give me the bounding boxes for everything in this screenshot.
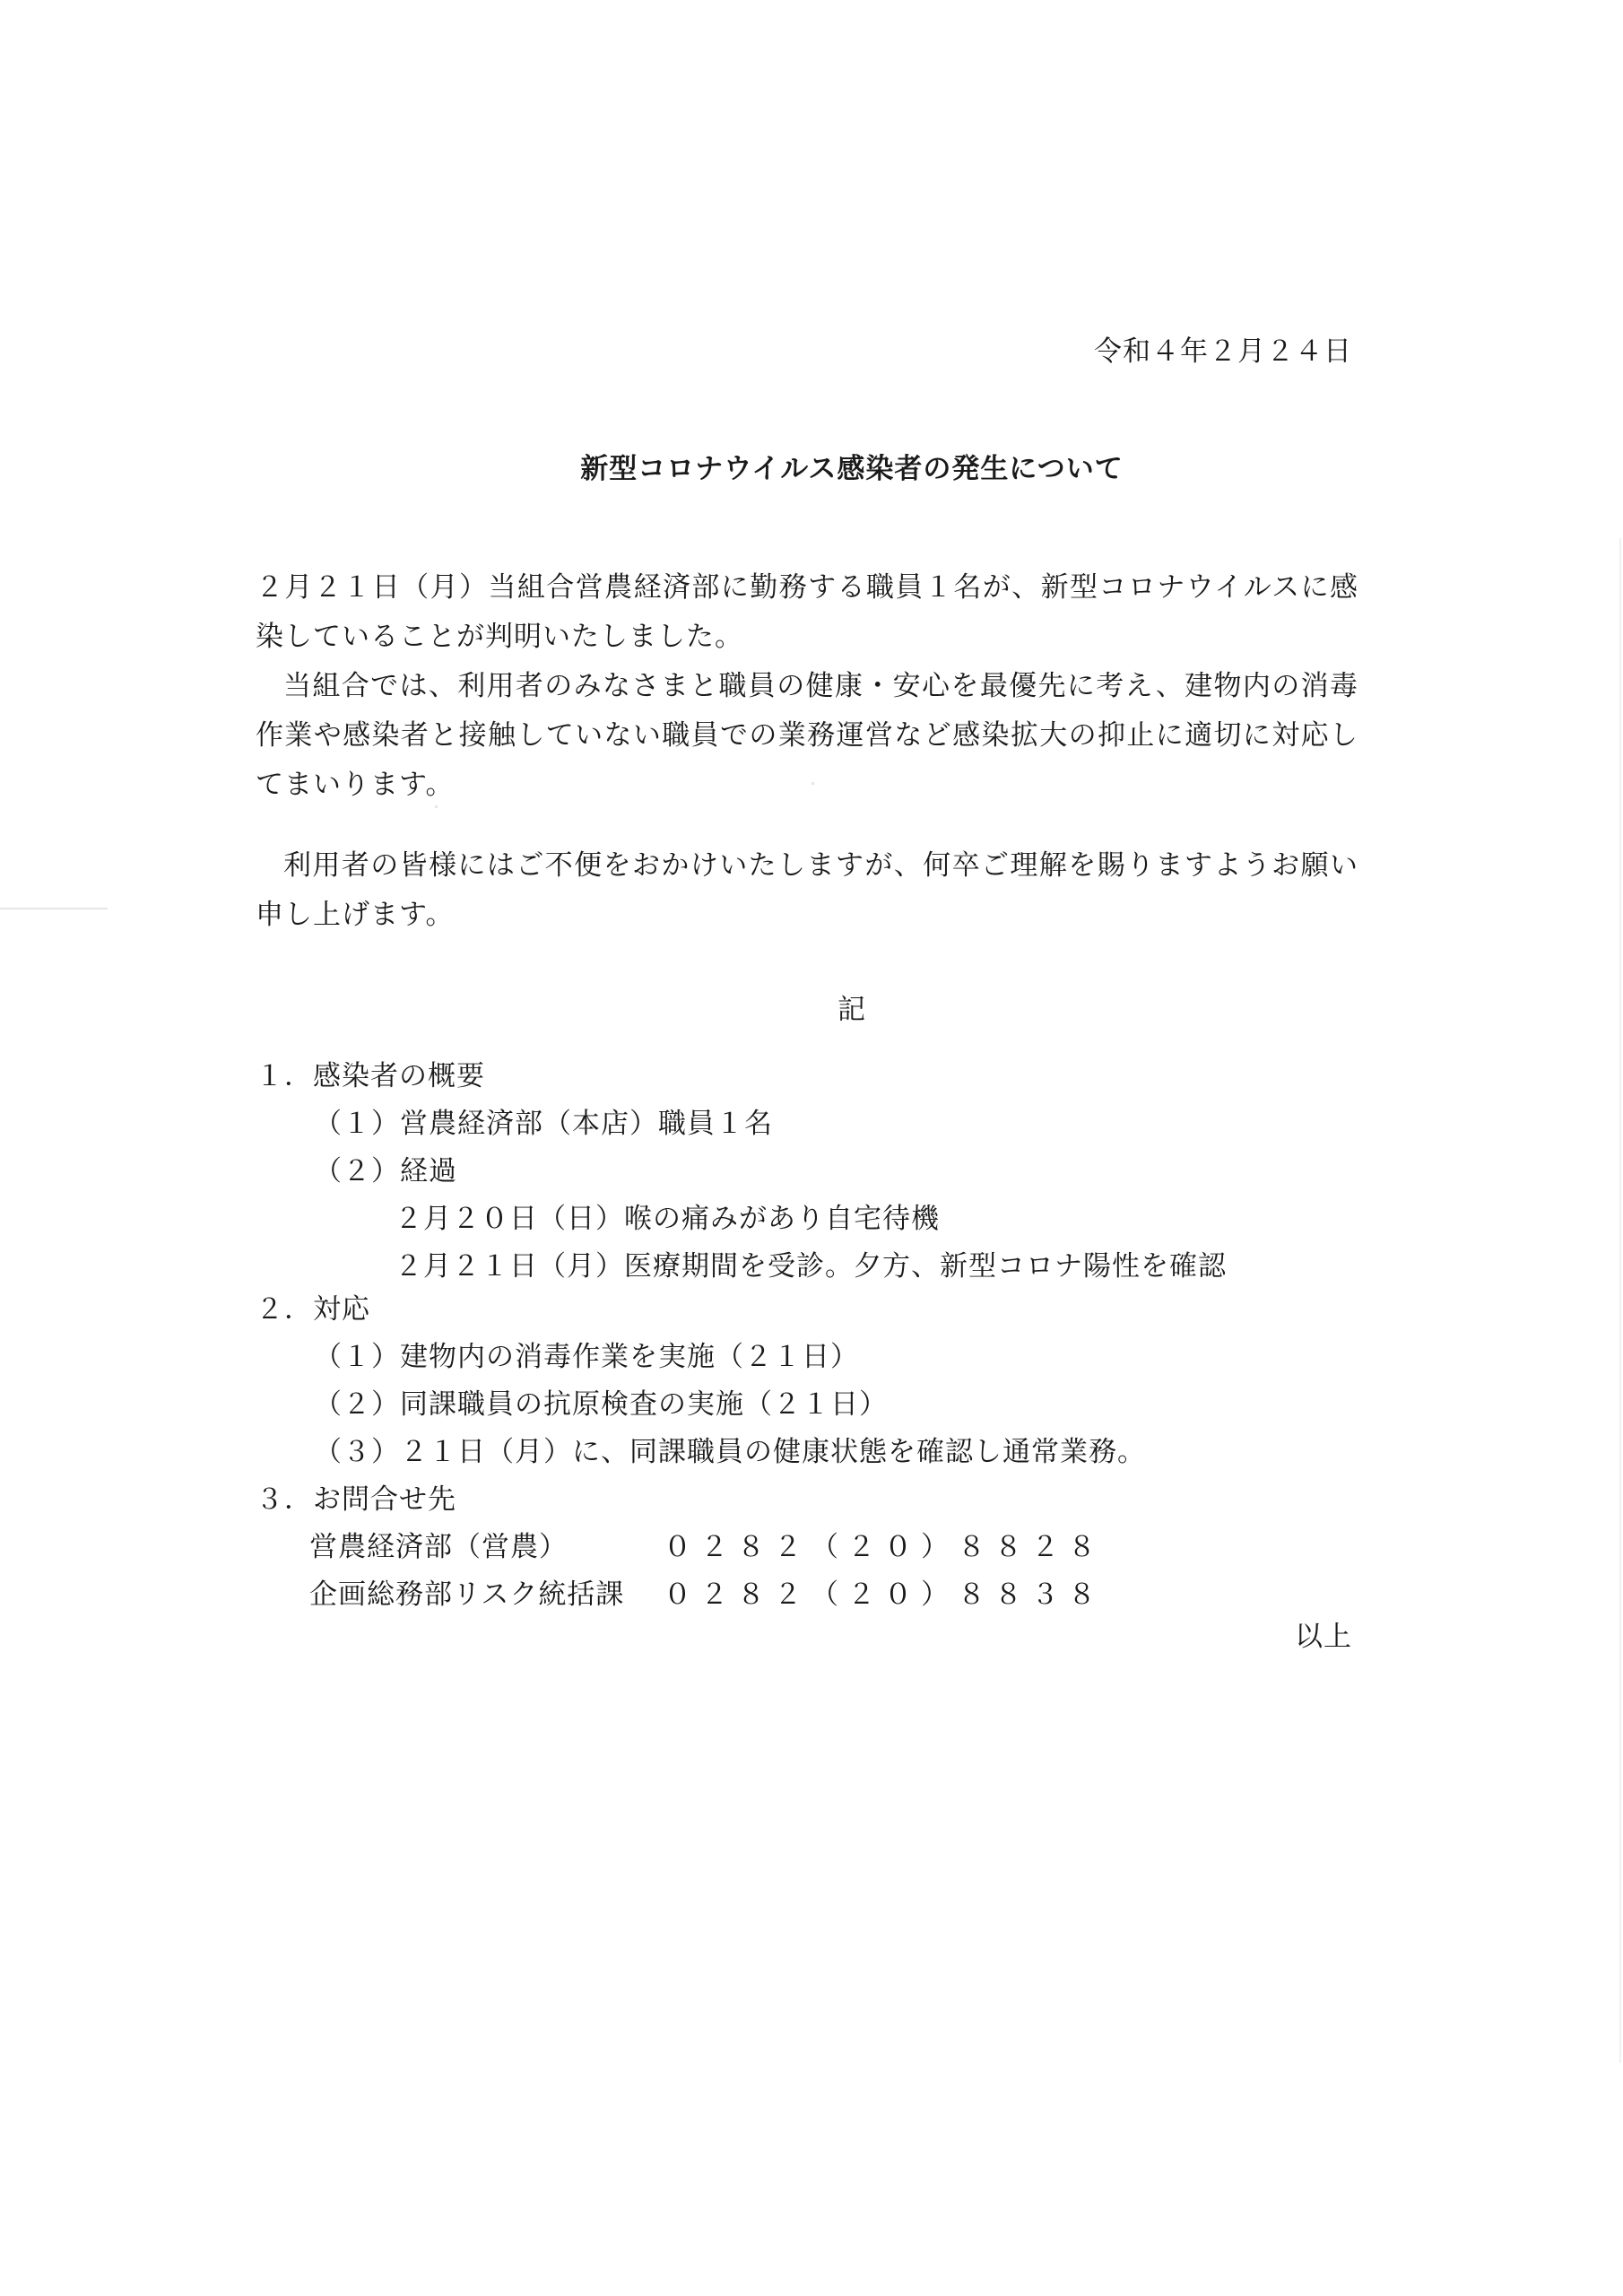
timeline-item: ２月２１日（月）医療期間を受診。夕方、新型コロナ陽性を確認 [395,1250,1227,1283]
contact-name: 営農経済部（営農） [309,1531,568,1563]
paragraph-response: 当組合では、利用者のみなさまと職員の健康・安心を最優先に考え、建物内の消毒作業や感染者と接触していない職員での業務運営など感染拡大の抑止に適切に対応してまいります。 [256,670,1358,801]
scan-artifact [0,908,108,909]
ki-marker: 記 [838,994,866,1026]
list-item: （２）経過 [314,1155,457,1187]
section-heading-contact: ３．お問合せ先 [256,1483,456,1516]
timeline-item: ２月２０日（日）喉の痛みがあり自宅待機 [395,1203,940,1235]
paragraph-announcement: ２月２１日（月）当組合営農経済部に勤務する職員１名が、新型コロナウイルスに感染していることが判明いたしました。 [256,571,1358,653]
section-heading-response: ２．対応 [256,1293,370,1326]
list-item: （２）同課職員の抗原検査の実施（２１日） [314,1388,888,1421]
section-heading-case-summary: １．感染者の概要 [256,1060,485,1092]
contact-phone: ０２８２（２０）８８２８ [664,1531,1105,1563]
scan-artifact [812,782,814,785]
list-item: （３）２１日（月）に、同課職員の健康状態を確認し通常業務。 [314,1436,1146,1468]
list-item: （１）建物内の消毒作業を実施（２１日） [314,1341,859,1373]
contact-name: 企画総務部リスク統括課 [309,1578,625,1611]
document-date: 令和４年２月２４日 [1094,335,1352,368]
list-item: （１）営農経済部（本店）職員１名 [314,1108,773,1140]
contact-phone: ０２８２（２０）８８３８ [664,1578,1105,1611]
scan-artifact [435,805,438,808]
document-title: 新型コロナウイルス感染者の発生について [580,453,1124,485]
paragraph-apology: 利用者の皆様にはご不便をおかけいたしますが、何卒ご理解を賜りますようお願い申し上げます。 [256,849,1358,931]
scan-edge [1619,538,1621,2063]
closing-mark: 以上 [1295,1621,1352,1653]
